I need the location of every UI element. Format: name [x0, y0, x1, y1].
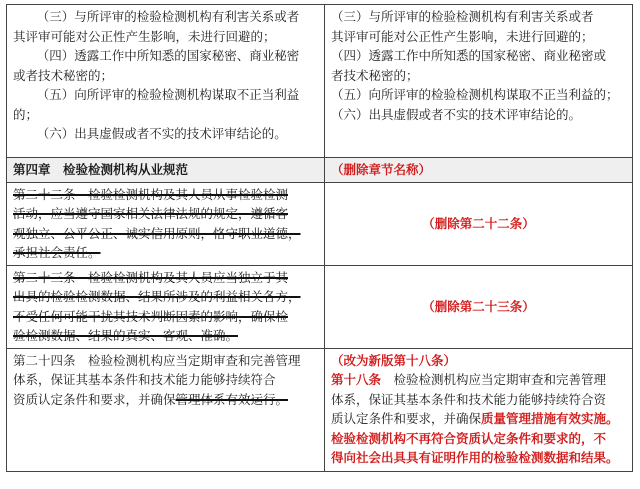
table-row	[7, 5, 633, 158]
clause-line: （四）透露工作中所知悉的国家秘密、商业秘密或	[331, 48, 607, 63]
deleted-clause-line: 第二十二条 检验检测机构及其人员从事检验检测	[13, 186, 289, 202]
added-clause-line: 得向社会出具具有证明作用的检验检测数据和结果。	[331, 450, 619, 465]
old-text-cell	[7, 265, 325, 348]
old-text-cell	[7, 182, 325, 265]
deletion-note: （删除章节名称）	[331, 162, 432, 177]
clause-text: 资质认定条件和要求，并确保	[13, 391, 176, 407]
deleted-clause-line: 验检测数据、结果的真实、客观、准确。	[13, 328, 239, 343]
clause-line: 其评审可能对公正性产生影响，未进行回避的；	[331, 28, 594, 44]
table-row	[7, 182, 633, 265]
clause-line: （五）向所评审的检验检测机构谋取不正当利益的；	[331, 87, 619, 102]
clause-line: 其评审可能对公正性产生影响，未进行回避的；	[13, 28, 276, 44]
clause-line: 或者技术秘密的；	[13, 67, 114, 83]
clause-line: （五）向所评审的检验检测机构谋取不正当利益	[36, 87, 300, 102]
deleted-clause-line: 活动，应当遵守国家相关法律法规的规定，遵循客	[13, 206, 289, 221]
deletion-note: （删除第二十三条）	[422, 298, 535, 314]
clause-line	[13, 390, 318, 410]
added-text: 质量管理措施有效实施。	[481, 411, 619, 426]
clause-line: 体系，保证其基本条件和技术能力能够持续符合	[13, 372, 276, 387]
clause-line: 第二十四条 检验检测机构应当定期审查和完善管理	[13, 352, 301, 368]
deletion-note: （删除第二十二条）	[422, 215, 535, 231]
added-clause-line: 检验检测机构不再符合资质认定条件和要求的，不	[331, 430, 607, 446]
table-row	[7, 348, 633, 471]
clause-line: （三）与所评审的检验检测机构有利害关系或者	[331, 9, 594, 24]
revision-note: （改为新版第十八条）	[331, 352, 457, 368]
chapter-title-cell	[7, 158, 325, 183]
new-text-cell	[325, 5, 633, 158]
deleted-clause-line: 第二十三条 检验检测机构及其人员应当独立于其	[13, 269, 289, 285]
clause-line: （三）与所评审的检验检测机构有利害关系或者	[36, 9, 300, 24]
old-text-cell	[7, 5, 325, 158]
new-text-cell	[325, 348, 633, 471]
new-text-cell	[325, 182, 633, 265]
clause-line: 体系，保证其基本条件和技术能力能够持续符合资	[331, 391, 607, 407]
table-row	[7, 158, 633, 183]
clause-line: （六）出具虚假或者不实的技术评审结论的。	[36, 126, 287, 141]
table-row	[7, 265, 633, 348]
deleted-clause-line: 不受任何可能干扰其技术判断因素的影响，确保检	[13, 308, 289, 324]
new-text-cell	[325, 265, 633, 348]
deleted-clause-line: 出具的检验检测数据、结果所涉及的利益相关各方，	[13, 289, 301, 304]
clause-line: （六）出具虚假或者不实的技术评审结论的。	[331, 106, 582, 122]
article-number: 第十八条	[331, 372, 382, 387]
chapter-note-cell	[325, 158, 633, 183]
deleted-text: 管理体系有效运行。	[175, 391, 289, 407]
clause-text: 质认定条件和要求，并确保	[331, 411, 482, 426]
chapter-title: 第四章 检验检测机构从业规范	[13, 162, 189, 177]
old-text-cell	[7, 348, 325, 471]
clause-line: 的；	[13, 106, 39, 122]
clause-line: 者技术秘密的；	[331, 67, 419, 83]
clause-line	[331, 409, 626, 429]
deleted-clause-line: 承担社会责任。	[13, 245, 101, 260]
clause-line: （四）透露工作中所知悉的国家秘密、商业秘密	[36, 48, 300, 63]
comparison-table	[6, 4, 633, 472]
deleted-clause-line: 观独立、公平公正、诚实信用原则，恪守职业道德，	[13, 225, 301, 241]
clause-text: 检验检测机构应当定期审查和完善管理	[381, 372, 607, 387]
clause-line	[331, 370, 626, 390]
